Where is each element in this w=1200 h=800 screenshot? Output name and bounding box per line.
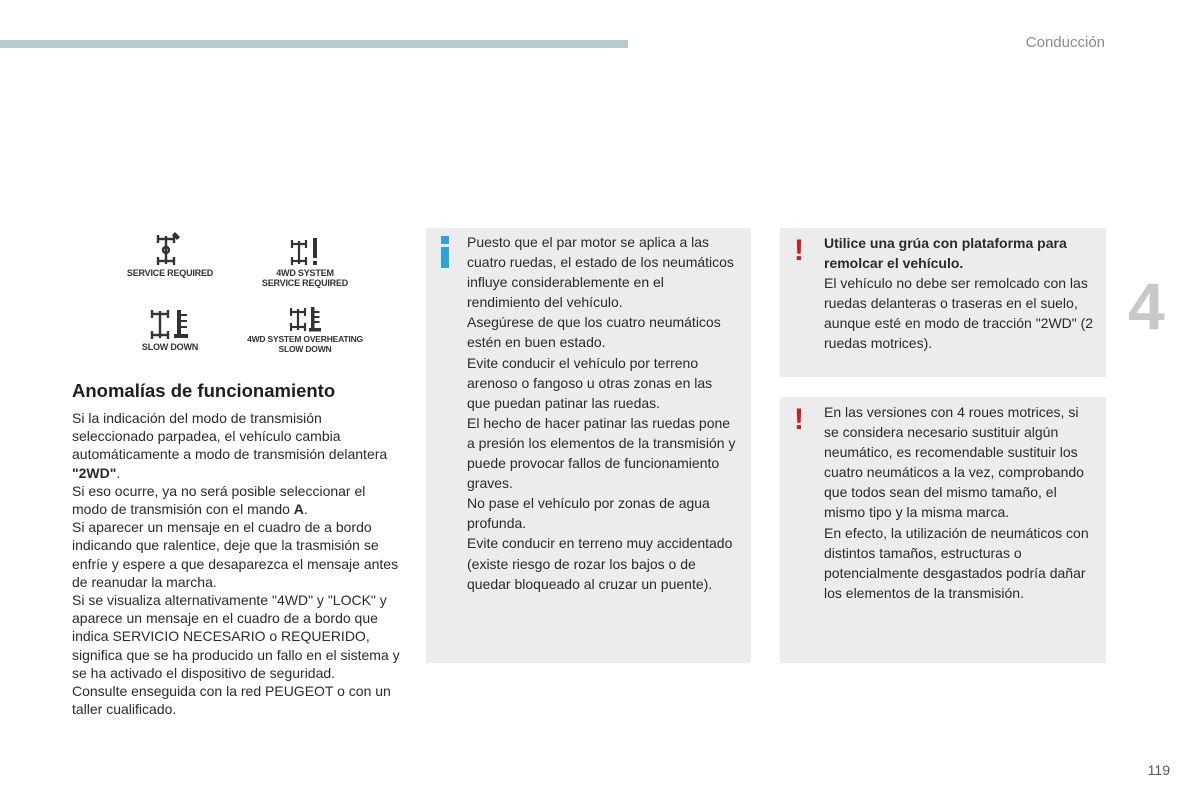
chapter-number: 4 xyxy=(1128,269,1165,343)
caption-line-1: 4WD SYSTEM OVERHEATING xyxy=(247,334,363,344)
paragraph: Puesto que el par motor se aplica a las cuatro ruedas, el estado de los neumáticos influye considerablemente en el rendimiento del vehículo. xyxy=(467,234,734,311)
paragraph: Si eso ocurre, ya no será posible seleccionar el modo de transmisión con el mando A. xyxy=(72,482,366,518)
warning-bold: Utilice una grúa con plataforma para remolcar el vehículo. xyxy=(824,235,1067,272)
paragraph: En las versiones con 4 roues motrices, si se considera necesario sustituir algún neumático, es recomendable sustituir los cuatro neumáticos a la vez, comprobando que todos sean del mismo tamaño, el mismo tipo y la misma marca. xyxy=(824,404,1084,521)
4wd-system-alert-icon xyxy=(288,236,322,268)
slow-down-thermometer-icon xyxy=(148,306,192,342)
paragraph: En efecto, la utilización de neumáticos con distintos tamaños, estructuras o potencialmente desgastados podría dañar los elementos de la transmisión. xyxy=(824,524,1089,601)
warning-light-4wd-service xyxy=(240,236,370,288)
warning-lights-figure xyxy=(110,228,370,364)
paragraph: Evite conducir en terreno muy accidentado (existe riesgo de rozar los bajos o de quedar bloqueado al cruzar un puente). xyxy=(467,535,733,592)
section-heading: Anomalías de funcionamiento xyxy=(72,380,336,401)
paragraph: Si se visualiza alternativamente "4WD" y "LOCK" y aparece un mensaje en el cuadro de a bordo que indica SERVICIO NECESARIO o REQUERIDO, significa que se ha producido un fallo en el sistema y se ha activado el dispositivo de seguridad. xyxy=(72,592,400,681)
caption-line-1: 4WD SYSTEM xyxy=(276,268,334,278)
caption-line-2: SERVICE REQUIRED xyxy=(261,278,349,288)
paragraph: Evite conducir el vehículo por terreno arenoso o fangoso u otras zonas en las que puedan patinar las ruedas. xyxy=(467,354,713,411)
warning-text xyxy=(824,402,1096,603)
section-title: Conducción xyxy=(1025,34,1105,51)
caption: SERVICE REQUIRED xyxy=(126,268,214,278)
paragraph: Consulte enseguida con la red PEUGEOT o con un taller cualificado. xyxy=(72,683,391,718)
info-note-box xyxy=(426,228,751,663)
exclamation-icon: ! xyxy=(794,234,804,267)
malfunction-section xyxy=(72,380,400,718)
page-number: 119 xyxy=(1147,762,1170,778)
warning-light-4wd-overheating xyxy=(240,304,370,354)
paragraph: Si la indicación del modo de transmisión seleccionado parpadea, el vehículo cambia automáticamente a modo de transmisión delantera "2WD". xyxy=(72,410,388,481)
header-accent-bar xyxy=(0,40,628,48)
tyre-warning-box xyxy=(780,397,1106,663)
warning-text xyxy=(824,233,1096,354)
warning-light-service-required xyxy=(110,230,230,278)
towing-warning-box xyxy=(780,228,1106,377)
paragraph: El vehículo no debe ser remolcado con las ruedas delanteras o traseras en el suelo, aunque esté en modo de tracción "2WD" (2 ruedas motrices). xyxy=(824,275,1094,352)
paragraph: El hecho de hacer patinar las ruedas pone a presión los elementos de la transmisión y puede provocar fallos de funcionamiento graves. xyxy=(467,414,736,492)
4wd-service-wrench-icon xyxy=(154,230,186,268)
caption-line-2: SLOW DOWN xyxy=(278,344,332,354)
info-icon xyxy=(438,236,452,268)
4wd-overheating-icon xyxy=(287,304,323,334)
paragraph: Si aparecer un mensaje en el cuadro de a bordo indicando que ralentice, deje que la trasmisión se enfríe y espere a que desaparezca el mensaje antes de reanudar la marcha. xyxy=(72,519,399,590)
exclamation-icon: ! xyxy=(794,403,804,436)
paragraph: Asegúrese de que los cuatro neumáticos estén en buen estado. xyxy=(467,314,721,351)
info-note-text xyxy=(467,232,739,594)
paragraph: No pase el vehículo por zonas de agua profunda. xyxy=(467,495,710,532)
caption: SLOW DOWN xyxy=(141,342,199,352)
warning-light-slow-down xyxy=(110,306,230,352)
